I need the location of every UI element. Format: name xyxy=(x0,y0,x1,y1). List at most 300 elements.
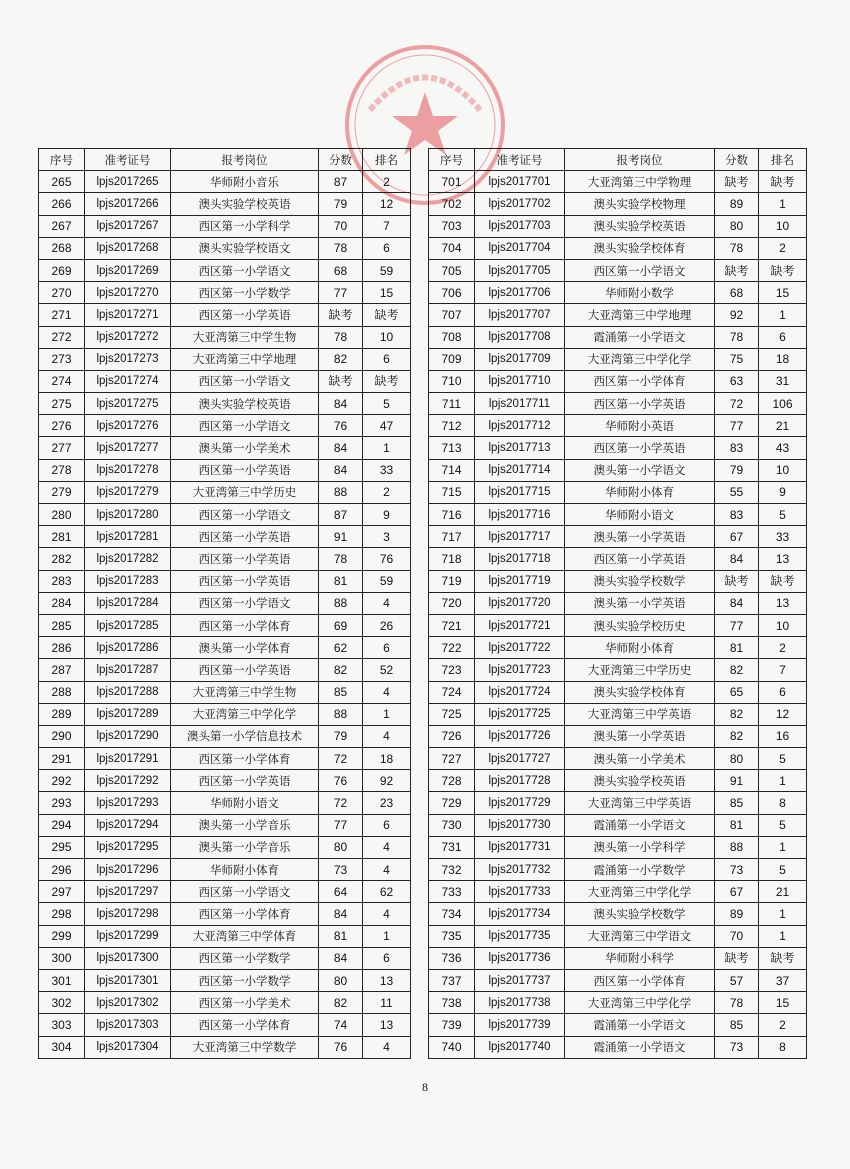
cell-score: 85 xyxy=(715,1014,759,1036)
cell-rank: 21 xyxy=(759,881,807,903)
cell-exam-id: lpjs2017736 xyxy=(475,947,565,969)
cell-exam-id: lpjs2017718 xyxy=(475,548,565,570)
cell-rank: 1 xyxy=(363,437,411,459)
cell-position: 西区第一小学科学 xyxy=(171,215,319,237)
cell-rank: 1 xyxy=(759,770,807,792)
cell-seq: 706 xyxy=(429,282,475,304)
cell-rank: 21 xyxy=(759,415,807,437)
cell-seq: 300 xyxy=(39,947,85,969)
header-exam-id: 准考证号 xyxy=(85,149,171,171)
cell-rank: 2 xyxy=(759,637,807,659)
table-row xyxy=(39,925,411,947)
cell-exam-id: lpjs2017285 xyxy=(85,614,171,636)
score-table-left xyxy=(38,148,411,1059)
cell-exam-id: lpjs2017708 xyxy=(475,326,565,348)
table-row xyxy=(429,415,807,437)
cell-exam-id: lpjs2017723 xyxy=(475,659,565,681)
cell-rank: 59 xyxy=(363,259,411,281)
cell-seq: 730 xyxy=(429,814,475,836)
cell-seq: 722 xyxy=(429,637,475,659)
cell-exam-id: lpjs2017269 xyxy=(85,259,171,281)
cell-score: 67 xyxy=(715,526,759,548)
cell-seq: 720 xyxy=(429,592,475,614)
table-row xyxy=(39,836,411,858)
cell-exam-id: lpjs2017278 xyxy=(85,459,171,481)
table-row xyxy=(429,748,807,770)
cell-position: 大亚湾第三中学化学 xyxy=(565,348,715,370)
cell-seq: 283 xyxy=(39,570,85,592)
cell-position: 华师附小语文 xyxy=(171,792,319,814)
cell-score: 87 xyxy=(319,171,363,193)
header-seq: 序号 xyxy=(429,149,475,171)
cell-rank: 8 xyxy=(759,792,807,814)
table-row xyxy=(39,282,411,304)
cell-position: 西区第一小学英语 xyxy=(171,770,319,792)
cell-position: 霞涌第一小学语文 xyxy=(565,1014,715,1036)
table-row xyxy=(429,859,807,881)
cell-seq: 281 xyxy=(39,526,85,548)
cell-rank: 18 xyxy=(759,348,807,370)
table-row xyxy=(429,237,807,259)
header-score: 分数 xyxy=(715,149,759,171)
table-row xyxy=(429,725,807,747)
cell-exam-id: lpjs2017291 xyxy=(85,748,171,770)
table-row xyxy=(39,770,411,792)
cell-score: 81 xyxy=(715,637,759,659)
cell-score: 68 xyxy=(715,282,759,304)
table-row xyxy=(429,637,807,659)
table-row xyxy=(429,992,807,1014)
cell-position: 澳头第一小学信息技术 xyxy=(171,725,319,747)
cell-seq: 702 xyxy=(429,193,475,215)
cell-exam-id: lpjs2017273 xyxy=(85,348,171,370)
cell-score: 85 xyxy=(715,792,759,814)
table-row xyxy=(39,1014,411,1036)
cell-exam-id: lpjs2017710 xyxy=(475,370,565,392)
cell-exam-id: lpjs2017703 xyxy=(475,215,565,237)
header-rank: 排名 xyxy=(759,149,807,171)
cell-position: 澳头第一小学英语 xyxy=(565,592,715,614)
table-row xyxy=(429,548,807,570)
cell-exam-id: lpjs2017701 xyxy=(475,171,565,193)
cell-position: 大亚湾第三中学化学 xyxy=(171,703,319,725)
cell-rank: 62 xyxy=(363,881,411,903)
table-row xyxy=(39,1036,411,1058)
cell-seq: 303 xyxy=(39,1014,85,1036)
cell-rank: 5 xyxy=(759,748,807,770)
cell-rank: 76 xyxy=(363,548,411,570)
cell-rank: 37 xyxy=(759,969,807,991)
table-row xyxy=(429,770,807,792)
table-row xyxy=(39,725,411,747)
cell-exam-id: lpjs2017730 xyxy=(475,814,565,836)
cell-seq: 735 xyxy=(429,925,475,947)
cell-seq: 299 xyxy=(39,925,85,947)
table-row xyxy=(39,614,411,636)
cell-exam-id: lpjs2017267 xyxy=(85,215,171,237)
cell-score: 89 xyxy=(715,903,759,925)
cell-exam-id: lpjs2017301 xyxy=(85,969,171,991)
cell-seq: 293 xyxy=(39,792,85,814)
cell-rank: 7 xyxy=(759,659,807,681)
cell-position: 澳头实验学校语文 xyxy=(171,237,319,259)
cell-score: 78 xyxy=(715,326,759,348)
cell-score: 78 xyxy=(715,992,759,1014)
cell-rank: 4 xyxy=(363,859,411,881)
cell-position: 西区第一小学语文 xyxy=(171,259,319,281)
table-row xyxy=(39,947,411,969)
cell-score: 80 xyxy=(319,969,363,991)
cell-rank: 4 xyxy=(363,1036,411,1058)
cell-exam-id: lpjs2017733 xyxy=(475,881,565,903)
cell-position: 澳头实验学校英语 xyxy=(565,770,715,792)
cell-seq: 294 xyxy=(39,814,85,836)
cell-seq: 713 xyxy=(429,437,475,459)
cell-rank: 13 xyxy=(759,592,807,614)
cell-position: 西区第一小学数学 xyxy=(171,282,319,304)
cell-rank: 4 xyxy=(363,903,411,925)
cell-exam-id: lpjs2017738 xyxy=(475,992,565,1014)
table-row xyxy=(429,570,807,592)
table-row xyxy=(429,282,807,304)
cell-exam-id: lpjs2017303 xyxy=(85,1014,171,1036)
cell-position: 华师附小语文 xyxy=(565,504,715,526)
cell-seq: 726 xyxy=(429,725,475,747)
cell-rank: 5 xyxy=(759,504,807,526)
cell-seq: 269 xyxy=(39,259,85,281)
cell-rank: 13 xyxy=(759,548,807,570)
cell-rank: 1 xyxy=(363,703,411,725)
cell-seq: 267 xyxy=(39,215,85,237)
cell-exam-id: lpjs2017707 xyxy=(475,304,565,326)
cell-score: 83 xyxy=(715,437,759,459)
cell-rank: 9 xyxy=(363,504,411,526)
table-row xyxy=(429,814,807,836)
cell-rank: 6 xyxy=(363,814,411,836)
cell-exam-id: lpjs2017731 xyxy=(475,836,565,858)
cell-score: 78 xyxy=(715,237,759,259)
table-row xyxy=(39,504,411,526)
cell-exam-id: lpjs2017277 xyxy=(85,437,171,459)
cell-score: 84 xyxy=(319,903,363,925)
cell-exam-id: lpjs2017704 xyxy=(475,237,565,259)
cell-exam-id: lpjs2017296 xyxy=(85,859,171,881)
cell-exam-id: lpjs2017286 xyxy=(85,637,171,659)
cell-rank: 2 xyxy=(363,171,411,193)
cell-seq: 280 xyxy=(39,504,85,526)
table-row xyxy=(39,526,411,548)
cell-position: 澳头实验学校物理 xyxy=(565,193,715,215)
cell-score: 75 xyxy=(715,348,759,370)
cell-position: 澳头实验学校体育 xyxy=(565,237,715,259)
cell-position: 澳头第一小学语文 xyxy=(565,459,715,481)
cell-position: 西区第一小学体育 xyxy=(171,1014,319,1036)
cell-position: 澳头实验学校历史 xyxy=(565,614,715,636)
cell-exam-id: lpjs2017734 xyxy=(475,903,565,925)
cell-exam-id: lpjs2017282 xyxy=(85,548,171,570)
cell-seq: 729 xyxy=(429,792,475,814)
cell-rank: 33 xyxy=(363,459,411,481)
cell-score: 78 xyxy=(319,326,363,348)
table-row xyxy=(39,259,411,281)
cell-seq: 276 xyxy=(39,415,85,437)
cell-exam-id: lpjs2017720 xyxy=(475,592,565,614)
cell-position: 澳头实验学校英语 xyxy=(565,215,715,237)
table-row xyxy=(429,393,807,415)
cell-position: 大亚湾第三中学历史 xyxy=(171,481,319,503)
cell-rank: 15 xyxy=(363,282,411,304)
cell-position: 西区第一小学语文 xyxy=(171,370,319,392)
cell-rank: 1 xyxy=(759,304,807,326)
cell-score: 89 xyxy=(715,193,759,215)
cell-seq: 712 xyxy=(429,415,475,437)
cell-seq: 704 xyxy=(429,237,475,259)
cell-score: 91 xyxy=(319,526,363,548)
cell-rank: 5 xyxy=(759,859,807,881)
table-row xyxy=(39,814,411,836)
cell-position: 西区第一小学体育 xyxy=(565,969,715,991)
cell-score: 79 xyxy=(319,193,363,215)
table-row xyxy=(39,992,411,1014)
cell-rank: 33 xyxy=(759,526,807,548)
cell-score: 82 xyxy=(319,659,363,681)
cell-score: 77 xyxy=(319,814,363,836)
cell-exam-id: lpjs2017715 xyxy=(475,481,565,503)
cell-rank: 7 xyxy=(363,215,411,237)
cell-seq: 705 xyxy=(429,259,475,281)
cell-position: 澳头第一小学体育 xyxy=(171,637,319,659)
cell-seq: 297 xyxy=(39,881,85,903)
cell-seq: 302 xyxy=(39,992,85,1014)
cell-exam-id: lpjs2017265 xyxy=(85,171,171,193)
cell-position: 华师附小体育 xyxy=(171,859,319,881)
cell-score: 82 xyxy=(319,992,363,1014)
cell-seq: 710 xyxy=(429,370,475,392)
cell-exam-id: lpjs2017298 xyxy=(85,903,171,925)
cell-seq: 701 xyxy=(429,171,475,193)
cell-seq: 266 xyxy=(39,193,85,215)
cell-position: 西区第一小学体育 xyxy=(565,370,715,392)
table-row xyxy=(429,947,807,969)
cell-score: 76 xyxy=(319,1036,363,1058)
cell-seq: 731 xyxy=(429,836,475,858)
cell-exam-id: lpjs2017739 xyxy=(475,1014,565,1036)
cell-rank: 10 xyxy=(759,614,807,636)
cell-seq: 719 xyxy=(429,570,475,592)
cell-score: 84 xyxy=(715,592,759,614)
cell-exam-id: lpjs2017290 xyxy=(85,725,171,747)
cell-rank: 8 xyxy=(759,1036,807,1058)
cell-rank: 缺考 xyxy=(759,570,807,592)
cell-rank: 106 xyxy=(759,393,807,415)
cell-rank: 15 xyxy=(759,992,807,1014)
cell-rank: 9 xyxy=(759,481,807,503)
table-row xyxy=(429,481,807,503)
cell-position: 大亚湾第三中学化学 xyxy=(565,992,715,1014)
cell-position: 华师附小体育 xyxy=(565,637,715,659)
cell-score: 缺考 xyxy=(715,947,759,969)
cell-position: 华师附小体育 xyxy=(565,481,715,503)
table-row xyxy=(429,681,807,703)
cell-position: 大亚湾第三中学生物 xyxy=(171,326,319,348)
cell-score: 68 xyxy=(319,259,363,281)
cell-exam-id: lpjs2017274 xyxy=(85,370,171,392)
cell-exam-id: lpjs2017280 xyxy=(85,504,171,526)
cell-position: 西区第一小学英语 xyxy=(171,459,319,481)
cell-score: 63 xyxy=(715,370,759,392)
cell-score: 87 xyxy=(319,504,363,526)
table-row xyxy=(429,592,807,614)
table-row xyxy=(429,304,807,326)
cell-seq: 298 xyxy=(39,903,85,925)
table-row xyxy=(429,459,807,481)
cell-exam-id: lpjs2017732 xyxy=(475,859,565,881)
cell-seq: 718 xyxy=(429,548,475,570)
cell-position: 澳头第一小学音乐 xyxy=(171,814,319,836)
cell-rank: 缺考 xyxy=(759,259,807,281)
cell-position: 西区第一小学语文 xyxy=(171,504,319,526)
cell-position: 霞涌第一小学数学 xyxy=(565,859,715,881)
cell-position: 大亚湾第三中学化学 xyxy=(565,881,715,903)
cell-rank: 2 xyxy=(759,237,807,259)
cell-exam-id: lpjs2017276 xyxy=(85,415,171,437)
table-row xyxy=(39,437,411,459)
cell-exam-id: lpjs2017728 xyxy=(475,770,565,792)
cell-score: 62 xyxy=(319,637,363,659)
table-row xyxy=(39,393,411,415)
cell-score: 80 xyxy=(715,215,759,237)
header-position: 报考岗位 xyxy=(171,149,319,171)
cell-seq: 272 xyxy=(39,326,85,348)
cell-score: 65 xyxy=(715,681,759,703)
cell-seq: 703 xyxy=(429,215,475,237)
cell-rank: 16 xyxy=(759,725,807,747)
cell-score: 85 xyxy=(319,681,363,703)
cell-exam-id: lpjs2017724 xyxy=(475,681,565,703)
table-row xyxy=(429,792,807,814)
header-exam-id: 准考证号 xyxy=(475,149,565,171)
cell-rank: 13 xyxy=(363,1014,411,1036)
table-row xyxy=(39,969,411,991)
cell-seq: 289 xyxy=(39,703,85,725)
cell-score: 82 xyxy=(715,659,759,681)
cell-position: 大亚湾第三中学生物 xyxy=(171,681,319,703)
cell-score: 缺考 xyxy=(715,171,759,193)
table-row xyxy=(429,614,807,636)
cell-exam-id: lpjs2017275 xyxy=(85,393,171,415)
cell-seq: 728 xyxy=(429,770,475,792)
cell-score: 88 xyxy=(319,592,363,614)
cell-score: 77 xyxy=(715,415,759,437)
cell-rank: 2 xyxy=(363,481,411,503)
cell-exam-id: lpjs2017711 xyxy=(475,393,565,415)
cell-exam-id: lpjs2017712 xyxy=(475,415,565,437)
cell-seq: 268 xyxy=(39,237,85,259)
table-row xyxy=(39,348,411,370)
cell-position: 西区第一小学英语 xyxy=(171,526,319,548)
cell-exam-id: lpjs2017737 xyxy=(475,969,565,991)
cell-position: 澳头第一小学英语 xyxy=(565,725,715,747)
cell-rank: 10 xyxy=(363,326,411,348)
cell-rank: 18 xyxy=(363,748,411,770)
cell-exam-id: lpjs2017729 xyxy=(475,792,565,814)
cell-seq: 291 xyxy=(39,748,85,770)
page-number: 8 xyxy=(422,1080,428,1094)
cell-exam-id: lpjs2017299 xyxy=(85,925,171,947)
cell-score: 78 xyxy=(319,237,363,259)
cell-exam-id: lpjs2017288 xyxy=(85,681,171,703)
table-row xyxy=(39,570,411,592)
cell-exam-id: lpjs2017706 xyxy=(475,282,565,304)
cell-position: 澳头第一小学英语 xyxy=(565,526,715,548)
cell-position: 西区第一小学语文 xyxy=(171,592,319,614)
cell-score: 76 xyxy=(319,770,363,792)
cell-position: 澳头第一小学美术 xyxy=(565,748,715,770)
cell-rank: 23 xyxy=(363,792,411,814)
cell-seq: 288 xyxy=(39,681,85,703)
cell-score: 73 xyxy=(715,859,759,881)
cell-score: 84 xyxy=(715,548,759,570)
cell-score: 82 xyxy=(715,703,759,725)
cell-rank: 13 xyxy=(363,969,411,991)
cell-rank: 6 xyxy=(363,237,411,259)
cell-position: 西区第一小学语文 xyxy=(171,415,319,437)
cell-score: 84 xyxy=(319,393,363,415)
table-row xyxy=(39,903,411,925)
cell-rank: 4 xyxy=(363,725,411,747)
cell-position: 大亚湾第三中学数学 xyxy=(171,1036,319,1058)
cell-position: 华师附小英语 xyxy=(565,415,715,437)
cell-seq: 273 xyxy=(39,348,85,370)
table-header-row xyxy=(39,149,411,171)
cell-score: 74 xyxy=(319,1014,363,1036)
table-row xyxy=(39,548,411,570)
cell-position: 澳头实验学校英语 xyxy=(171,193,319,215)
cell-score: 73 xyxy=(319,859,363,881)
cell-seq: 284 xyxy=(39,592,85,614)
cell-position: 澳头实验学校数学 xyxy=(565,903,715,925)
table-row xyxy=(39,748,411,770)
cell-score: 73 xyxy=(715,1036,759,1058)
cell-exam-id: lpjs2017705 xyxy=(475,259,565,281)
cell-seq: 711 xyxy=(429,393,475,415)
table-row xyxy=(39,881,411,903)
cell-seq: 304 xyxy=(39,1036,85,1058)
table-row xyxy=(429,259,807,281)
cell-seq: 725 xyxy=(429,703,475,725)
table-row xyxy=(429,215,807,237)
cell-rank: 10 xyxy=(759,459,807,481)
cell-score: 70 xyxy=(715,925,759,947)
cell-seq: 278 xyxy=(39,459,85,481)
cell-score: 92 xyxy=(715,304,759,326)
table-row xyxy=(39,703,411,725)
cell-seq: 707 xyxy=(429,304,475,326)
cell-exam-id: lpjs2017713 xyxy=(475,437,565,459)
cell-position: 西区第一小学英语 xyxy=(171,304,319,326)
cell-rank: 1 xyxy=(759,925,807,947)
cell-score: 80 xyxy=(319,836,363,858)
cell-rank: 47 xyxy=(363,415,411,437)
table-row xyxy=(429,703,807,725)
table-row xyxy=(39,481,411,503)
cell-exam-id: lpjs2017740 xyxy=(475,1036,565,1058)
cell-seq: 724 xyxy=(429,681,475,703)
seal-star-icon xyxy=(392,92,458,155)
cell-position: 西区第一小学体育 xyxy=(171,903,319,925)
cell-seq: 715 xyxy=(429,481,475,503)
table-row xyxy=(39,681,411,703)
